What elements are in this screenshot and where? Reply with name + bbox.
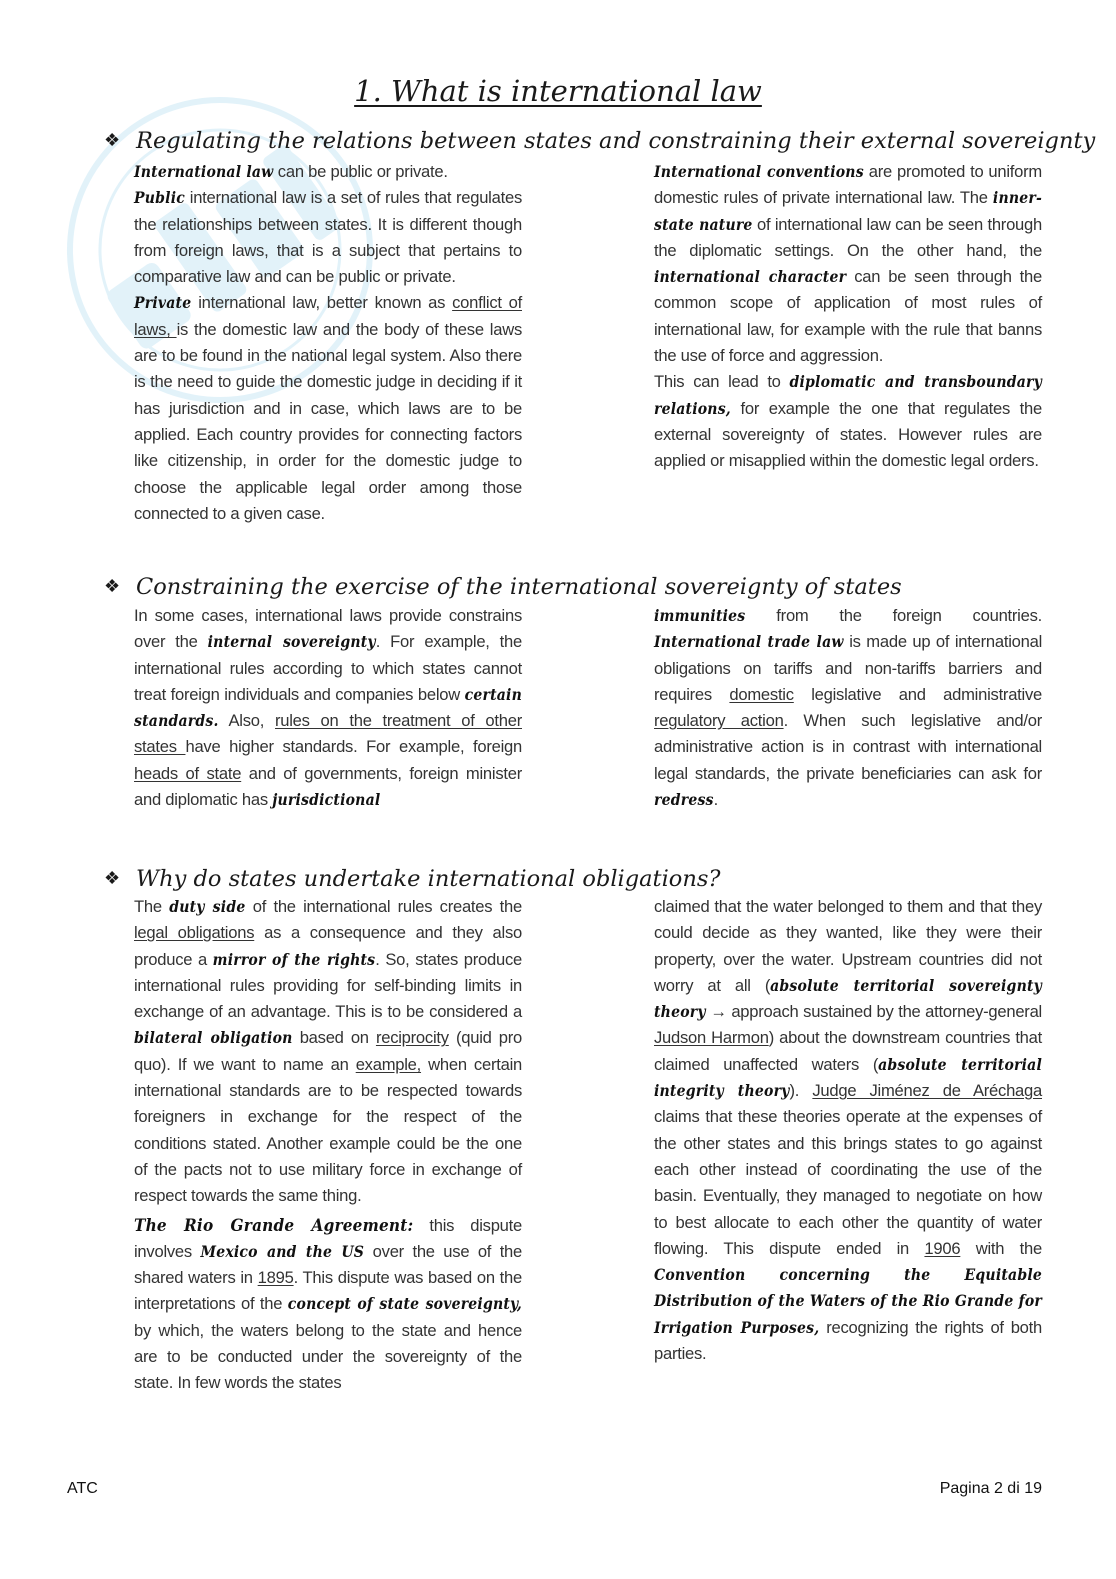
section-heading-1: ❖ Regulating the relations between states and constraining their external sovereignty bbox=[104, 128, 1096, 154]
paragraph: This can lead to diplomatic and transboundary relations, for example the one that regulates the external sovereignty of states. However rules are applied or misapplied within the domestic legal orders. bbox=[654, 372, 1042, 471]
paragraph: The Rio Grande Agreement: this dispute involves Mexico and the US over the use of the shared waters in 1895. This dispute was based on the interpretations of the concept of state sovereignty, by which, the waters belong to the state and hence are to be conducted under the sovereignty of the state. In few words the states bbox=[134, 1215, 523, 1393]
section-3-right-column bbox=[654, 894, 1042, 1367]
section-2-left-column bbox=[134, 603, 522, 813]
diamond-bullet-icon: ❖ bbox=[104, 130, 121, 151]
section-2-right-column bbox=[654, 603, 1042, 813]
paragraph: claimed that the water belonged to them and that they could decide as they wanted, like they were their property, over the water. Upstream countries did not worry at all (absolute territorial sovereignty theory → approach sustained by the attorney-general Judson Harmon) about the downstream countries that claimed unaffected waters (absolute territorial integrity theory). Judge Jiménez de Aréchaga claims that these theories operate at the expenses of the other states and this brings states to go against each other instead of coordinating the use of the basin. Eventually, they managed to negotiate on how to best allocate to each other the quantity of water flowing. This dispute ended in 1906 with the Convention concerning the Equitable Distribution of the Waters of the Rio Grande for Irrigation Purposes, recognizing the rights of both parties. bbox=[654, 897, 1043, 1364]
page-number: Pagina 2 di 19 bbox=[939, 1480, 1042, 1497]
paragraph: In some cases, international laws provide constrains over the internal sovereignty. For example, the international rules according to which states cannot treat foreign individuals and companies below certain standards. Also, rules on the treatment of other states have higher standards. For example, foreign heads of state and of governments, foreign minister and diplomatic has jurisdictional bbox=[134, 606, 523, 810]
paragraph: The duty side of the international rules creates the legal obligations as a consequence and they also produce a mirror of the rights. So, states produce international rules providing for self-binding limits in exchange of an advantage. This is to be considered a bilateral obligation based on reciprocity (quid pro quo). If we want to name an example, when certain international standards are to be respected towards foreigners in exchange for the respect of the conditions stated. Another example could be the one of the pacts not to use military force in exchange of respect towards the same thing. bbox=[134, 897, 523, 1206]
section-heading-3: ❖ Why do states undertake international obligations? bbox=[104, 866, 721, 892]
section-1-right-column bbox=[654, 159, 1042, 475]
paragraph: immunities from the foreign countries. International trade law is made up of international obligations on tariffs and non-tariffs barriers and requires domestic legislative and administrative regulatory action. When such legislative and/or administrative action is in contrast with international legal standards, the private beneficiaries can ask for redress. bbox=[654, 606, 1043, 810]
paragraph: International conventions are promoted to uniform domestic rules of private international law. The inner-state nature of international law can be seen through the diplomatic settings. On the other hand, the international character can be seen through the common scope of application of most rules of international law, for example with the rule that banns the use of force and aggression. bbox=[654, 162, 1042, 366]
section-1-left-column bbox=[134, 159, 522, 527]
footer-left-label: ATC bbox=[67, 1480, 98, 1497]
diamond-bullet-icon: ❖ bbox=[104, 868, 121, 889]
paragraph: International law can be public or private. bbox=[134, 162, 448, 181]
paragraph: Public international law is a set of rules that regulates the relationships between states. It is different though from foreign laws, that is a subject that pertains to comparative law and can be public or private. bbox=[134, 188, 522, 287]
diamond-bullet-icon: ❖ bbox=[104, 576, 121, 597]
paragraph: Private international law, better known as conflict of laws, is the domestic law and the body of these laws are to be found in the national legal system. Also there is the need to guide the domestic judge in deciding if it has jurisdiction and in case, which laws are to be applied. Each country provides for connecting factors like citizenship, in order for the domestic judge to choose the applicable legal order among those connected to a given case. bbox=[134, 293, 522, 523]
section-3-left-column bbox=[134, 894, 522, 1397]
page-title: 1. What is international law bbox=[354, 74, 762, 108]
section-heading-2: ❖ Constraining the exercise of the international sovereignty of states bbox=[104, 574, 902, 600]
